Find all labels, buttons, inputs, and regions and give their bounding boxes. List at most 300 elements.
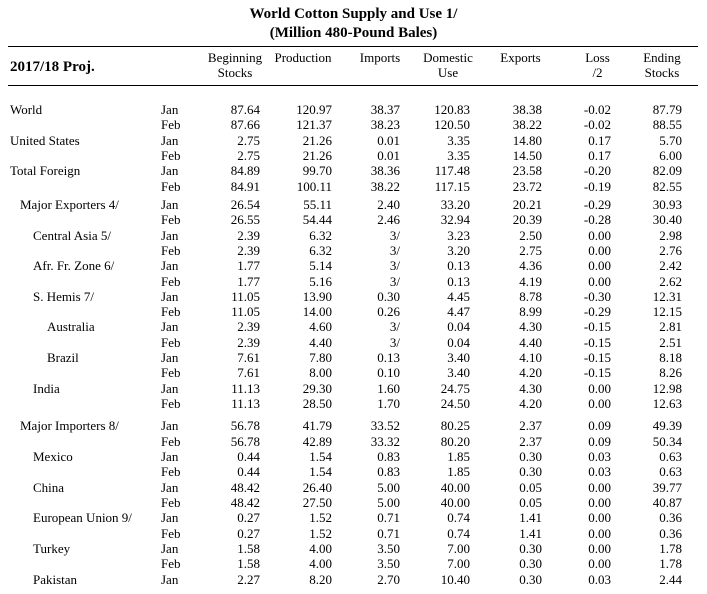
value-cell: 0.00	[588, 556, 611, 572]
month-cell: Jan	[161, 571, 179, 587]
value-cell: 48.42	[230, 495, 260, 510]
value-cell: 99.70	[302, 163, 332, 179]
column-header-domestic-use: Domestic Use	[423, 50, 473, 80]
table-row	[0, 572, 707, 587]
value-cell: 2.39	[237, 319, 260, 335]
month-cell: Jan	[161, 510, 179, 526]
value-cell: 4.19	[519, 273, 542, 289]
value-cell: 0.00	[588, 227, 611, 243]
value-cell: 26.54	[230, 196, 260, 212]
table-row	[0, 179, 707, 194]
value-cell: 0.17	[588, 147, 611, 163]
value-cell: 0.00	[588, 540, 611, 556]
value-cell: 120.97	[296, 102, 332, 117]
value-cell: 88.55	[652, 117, 682, 133]
value-cell: 26.55	[230, 212, 260, 228]
row-label: China	[33, 479, 65, 495]
value-cell: 0.30	[519, 464, 542, 480]
value-cell: -0.02	[583, 117, 611, 133]
value-cell: 1.70	[377, 396, 400, 412]
value-cell: 0.05	[519, 495, 542, 510]
value-cell: 33.52	[370, 418, 400, 434]
table-row	[0, 418, 707, 433]
table-row	[0, 243, 707, 258]
value-cell: 38.38	[512, 102, 542, 117]
value-cell: 1.78	[659, 540, 682, 556]
value-cell: 2.39	[237, 227, 260, 243]
value-cell: 2.44	[659, 571, 682, 587]
row-label: Major Importers 8/	[20, 418, 119, 434]
value-cell: 0.13	[447, 258, 470, 274]
value-cell: -0.02	[583, 102, 611, 117]
column-header-imports: Imports	[359, 50, 401, 65]
month-cell: Feb	[161, 464, 181, 480]
value-cell: 1.85	[447, 464, 470, 480]
table-row	[0, 304, 707, 319]
value-cell: 2.62	[659, 273, 682, 289]
value-cell: 80.20	[440, 433, 470, 449]
month-cell: Jan	[161, 163, 179, 179]
table-row	[0, 510, 707, 525]
value-cell: 82.55	[652, 178, 682, 194]
value-cell: -0.29	[583, 304, 611, 320]
value-cell: 55.11	[303, 196, 332, 212]
value-cell: 4.40	[309, 334, 332, 350]
value-cell: 56.78	[230, 418, 260, 434]
table-row	[0, 148, 707, 163]
value-cell: 84.89	[230, 163, 260, 179]
value-cell: 30.40	[652, 212, 682, 228]
value-cell: 2.75	[237, 132, 260, 148]
month-cell: Feb	[161, 334, 181, 350]
value-cell: 3/	[389, 242, 400, 258]
month-cell: Feb	[161, 495, 181, 510]
month-cell: Feb	[161, 365, 181, 381]
table-row	[0, 556, 707, 571]
value-cell: 20.21	[512, 196, 542, 212]
value-cell: 8.20	[309, 571, 332, 587]
value-cell: 2.76	[659, 242, 682, 258]
value-cell: 4.45	[447, 288, 470, 304]
row-label: Central Asia 5/	[33, 227, 111, 243]
value-cell: 33.20	[440, 196, 470, 212]
value-cell: 0.30	[519, 449, 542, 465]
value-cell: 39.77	[652, 479, 682, 495]
month-cell: Jan	[161, 196, 179, 212]
value-cell: 11.05	[231, 288, 260, 304]
table-row	[0, 102, 707, 117]
month-cell: Feb	[161, 178, 181, 194]
value-cell: 50.34	[652, 433, 682, 449]
value-cell: 8.26	[659, 365, 682, 381]
row-label: S. Hemis 7/	[33, 288, 95, 304]
month-cell: Feb	[161, 242, 181, 258]
row-label: India	[33, 380, 60, 396]
value-cell: 0.71	[377, 525, 400, 541]
value-cell: 0.05	[519, 479, 542, 495]
value-cell: 0.03	[588, 449, 611, 465]
month-cell: Jan	[161, 380, 179, 396]
value-cell: 3.35	[447, 147, 470, 163]
row-label: Turkey	[33, 540, 71, 556]
value-cell: 2.39	[237, 242, 260, 258]
value-cell: 120.50	[434, 117, 470, 133]
value-cell: 0.00	[588, 396, 611, 412]
table-row	[0, 335, 707, 350]
value-cell: 7.61	[237, 365, 260, 381]
value-cell: 0.09	[588, 433, 611, 449]
value-cell: 0.13	[377, 350, 400, 366]
value-cell: 54.44	[302, 212, 332, 228]
value-cell: 1.52	[309, 510, 332, 526]
value-cell: 0.01	[377, 132, 400, 148]
value-cell: 0.00	[588, 510, 611, 526]
value-cell: 23.72	[512, 178, 542, 194]
value-cell: 2.50	[519, 227, 542, 243]
month-cell: Feb	[161, 433, 181, 449]
month-cell: Jan	[161, 449, 179, 465]
value-cell: 11.13	[231, 380, 260, 396]
value-cell: 48.42	[230, 479, 260, 495]
value-cell: 8.00	[309, 365, 332, 381]
header-rule	[8, 85, 698, 86]
value-cell: -0.20	[583, 163, 611, 179]
column-header-beginning-stocks: Beginning Stocks	[207, 50, 263, 80]
value-cell: 0.09	[588, 418, 611, 434]
value-cell: 1.77	[237, 273, 260, 289]
value-cell: 0.30	[519, 571, 542, 587]
value-cell: 82.09	[652, 163, 682, 179]
value-cell: 49.39	[652, 418, 682, 434]
value-cell: 84.91	[230, 178, 260, 194]
value-cell: 29.30	[302, 380, 332, 396]
month-cell: Jan	[161, 319, 179, 335]
month-cell: Jan	[161, 258, 179, 274]
value-cell: 38.23	[370, 117, 400, 133]
value-cell: 0.10	[377, 365, 400, 381]
value-cell: 4.60	[309, 319, 332, 335]
table-row	[0, 117, 707, 132]
table-subtitle: (Million 480-Pound Bales)	[269, 25, 438, 41]
value-cell: 1.54	[309, 464, 332, 480]
value-cell: 20.39	[512, 212, 542, 228]
value-cell: 3.20	[447, 242, 470, 258]
value-cell: 0.00	[588, 273, 611, 289]
value-cell: 1.78	[659, 556, 682, 572]
table-title: World Cotton Supply and Use 1/	[249, 6, 458, 22]
value-cell: 7.00	[447, 540, 470, 556]
table-row	[0, 319, 707, 334]
value-cell: 1.54	[309, 449, 332, 465]
row-label: European Union 9/	[33, 510, 132, 526]
value-cell: 3/	[389, 273, 400, 289]
value-cell: 24.75	[440, 380, 470, 396]
month-cell: Jan	[161, 540, 179, 556]
table-row	[0, 464, 707, 479]
value-cell: 1.58	[237, 540, 260, 556]
value-cell: 0.01	[377, 147, 400, 163]
value-cell: 56.78	[230, 433, 260, 449]
value-cell: 11.05	[231, 304, 260, 320]
value-cell: 7.61	[237, 350, 260, 366]
value-cell: 3/	[389, 258, 400, 274]
value-cell: 3/	[389, 227, 400, 243]
value-cell: 0.74	[447, 525, 470, 541]
value-cell: 5.14	[309, 258, 332, 274]
value-cell: 38.37	[370, 102, 400, 117]
row-label: Afr. Fr. Zone 6/	[33, 258, 115, 274]
row-label: Pakistan	[33, 571, 78, 587]
value-cell: 21.26	[302, 147, 332, 163]
value-cell: 87.66	[230, 117, 260, 133]
value-cell: 0.30	[519, 540, 542, 556]
value-cell: 1.58	[237, 556, 260, 572]
value-cell: 21.26	[302, 132, 332, 148]
table-row	[0, 163, 707, 178]
value-cell: 117.48	[434, 163, 470, 179]
value-cell: 4.20	[519, 365, 542, 381]
table-row	[0, 212, 707, 227]
top-rule	[8, 46, 698, 47]
table-row	[0, 228, 707, 243]
value-cell: 0.00	[588, 242, 611, 258]
value-cell: 2.98	[659, 227, 682, 243]
value-cell: 4.47	[447, 304, 470, 320]
value-cell: -0.15	[583, 334, 611, 350]
value-cell: 0.04	[447, 319, 470, 335]
value-cell: 1.85	[447, 449, 470, 465]
table-row	[0, 495, 707, 510]
value-cell: 0.63	[659, 449, 682, 465]
value-cell: 2.51	[659, 334, 682, 350]
value-cell: 2.42	[659, 258, 682, 274]
value-cell: -0.15	[583, 319, 611, 335]
value-cell: 8.99	[519, 304, 542, 320]
value-cell: 40.00	[440, 479, 470, 495]
value-cell: 0.74	[447, 510, 470, 526]
row-label: United States	[10, 132, 80, 148]
value-cell: 4.00	[309, 556, 332, 572]
value-cell: 0.00	[588, 479, 611, 495]
value-cell: 33.32	[370, 433, 400, 449]
month-cell: Jan	[161, 418, 179, 434]
month-cell: Feb	[161, 117, 181, 133]
value-cell: 0.03	[588, 464, 611, 480]
month-cell: Feb	[161, 304, 181, 320]
value-cell: 0.27	[237, 510, 260, 526]
value-cell: 42.89	[302, 433, 332, 449]
table-row	[0, 197, 707, 212]
table-row	[0, 541, 707, 556]
value-cell: 0.36	[659, 525, 682, 541]
value-cell: 7.00	[447, 556, 470, 572]
month-cell: Jan	[161, 350, 179, 366]
value-cell: 3.40	[447, 350, 470, 366]
value-cell: 2.75	[519, 242, 542, 258]
value-cell: 3.35	[447, 132, 470, 148]
value-cell: 0.83	[377, 449, 400, 465]
row-label: Major Exporters 4/	[20, 196, 119, 212]
value-cell: -0.15	[583, 350, 611, 366]
value-cell: 24.50	[440, 396, 470, 412]
value-cell: 14.80	[512, 132, 542, 148]
month-cell: Jan	[161, 102, 179, 117]
column-header-exports: Exports	[500, 50, 541, 65]
value-cell: 12.31	[652, 288, 682, 304]
table-row	[0, 381, 707, 396]
table-row	[0, 480, 707, 495]
value-cell: 87.64	[230, 102, 260, 117]
value-cell: 1.41	[519, 525, 542, 541]
value-cell: 10.40	[440, 571, 470, 587]
month-cell: Feb	[161, 525, 181, 541]
value-cell: 40.87	[652, 495, 682, 510]
table-row	[0, 449, 707, 464]
value-cell: 2.75	[237, 147, 260, 163]
value-cell: 0.00	[588, 380, 611, 396]
value-cell: 4.30	[519, 380, 542, 396]
value-cell: 4.36	[519, 258, 542, 274]
projection-label: 2017/18 Proj.	[10, 59, 95, 75]
value-cell: 5.16	[309, 273, 332, 289]
table-row	[0, 258, 707, 273]
value-cell: 41.79	[302, 418, 332, 434]
month-cell: Feb	[161, 273, 181, 289]
value-cell: 26.40	[302, 479, 332, 495]
value-cell: 2.37	[519, 418, 542, 434]
month-cell: Jan	[161, 288, 179, 304]
month-cell: Jan	[161, 132, 179, 148]
value-cell: 5.00	[377, 479, 400, 495]
value-cell: 6.32	[309, 227, 332, 243]
value-cell: 0.17	[588, 132, 611, 148]
table-row	[0, 526, 707, 541]
value-cell: 0.30	[519, 556, 542, 572]
value-cell: 32.94	[440, 212, 470, 228]
value-cell: 0.00	[588, 495, 611, 510]
value-cell: 7.80	[309, 350, 332, 366]
value-cell: 3.50	[377, 540, 400, 556]
value-cell: 23.58	[512, 163, 542, 179]
value-cell: 0.00	[588, 525, 611, 541]
value-cell: 0.36	[659, 510, 682, 526]
value-cell: 0.03	[588, 571, 611, 587]
value-cell: 12.63	[652, 396, 682, 412]
value-cell: 38.36	[370, 163, 400, 179]
value-cell: -0.30	[583, 288, 611, 304]
month-cell: Feb	[161, 396, 181, 412]
value-cell: 12.15	[652, 304, 682, 320]
month-cell: Jan	[161, 479, 179, 495]
value-cell: 0.83	[377, 464, 400, 480]
value-cell: 4.30	[519, 319, 542, 335]
value-cell: 4.00	[309, 540, 332, 556]
value-cell: 117.15	[434, 178, 470, 194]
value-cell: 8.78	[519, 288, 542, 304]
value-cell: 6.32	[309, 242, 332, 258]
value-cell: 3/	[389, 319, 400, 335]
value-cell: -0.29	[583, 196, 611, 212]
value-cell: 1.41	[519, 510, 542, 526]
value-cell: 2.81	[659, 319, 682, 335]
value-cell: -0.28	[583, 212, 611, 228]
value-cell: 1.52	[309, 525, 332, 541]
row-label: World	[10, 102, 43, 117]
value-cell: 12.98	[652, 380, 682, 396]
value-cell: 4.40	[519, 334, 542, 350]
value-cell: 0.44	[237, 464, 260, 480]
value-cell: 87.79	[652, 102, 682, 117]
value-cell: 120.83	[434, 102, 470, 117]
value-cell: 0.63	[659, 464, 682, 480]
table-row	[0, 133, 707, 148]
month-cell: Feb	[161, 556, 181, 572]
value-cell: 2.39	[237, 334, 260, 350]
row-label: Australia	[47, 319, 95, 335]
value-cell: -0.19	[583, 178, 611, 194]
value-cell: 14.50	[512, 147, 542, 163]
value-cell: 2.40	[377, 196, 400, 212]
value-cell: 38.22	[512, 117, 542, 133]
month-cell: Feb	[161, 212, 181, 228]
value-cell: 0.00	[588, 258, 611, 274]
value-cell: 6.00	[659, 147, 682, 163]
column-header-ending-stocks: Ending Stocks	[643, 50, 681, 80]
row-label: Brazil	[47, 350, 79, 366]
table-row	[0, 396, 707, 411]
value-cell: 0.26	[377, 304, 400, 320]
value-cell: 8.18	[659, 350, 682, 366]
value-cell: 2.70	[377, 571, 400, 587]
value-cell: 14.00	[302, 304, 332, 320]
value-cell: 40.00	[440, 495, 470, 510]
row-label: Mexico	[33, 449, 73, 465]
column-header-production: Production	[274, 50, 332, 65]
value-cell: 3/	[389, 334, 400, 350]
value-cell: 0.13	[447, 273, 470, 289]
value-cell: 2.37	[519, 433, 542, 449]
value-cell: 5.70	[659, 132, 682, 148]
value-cell: 0.71	[377, 510, 400, 526]
month-cell: Feb	[161, 147, 181, 163]
value-cell: 1.60	[377, 380, 400, 396]
table-row	[0, 274, 707, 289]
value-cell: 3.40	[447, 365, 470, 381]
value-cell: 4.10	[519, 350, 542, 366]
table-row	[0, 289, 707, 304]
value-cell: 1.77	[237, 258, 260, 274]
value-cell: 30.93	[652, 196, 682, 212]
value-cell: 0.27	[237, 525, 260, 541]
table-row	[0, 365, 707, 380]
value-cell: -0.15	[583, 365, 611, 381]
value-cell: 13.90	[302, 288, 332, 304]
value-cell: 3.50	[377, 556, 400, 572]
value-cell: 121.37	[296, 117, 332, 133]
value-cell: 0.30	[377, 288, 400, 304]
value-cell: 80.25	[440, 418, 470, 434]
value-cell: 27.50	[302, 495, 332, 510]
value-cell: 5.00	[377, 495, 400, 510]
value-cell: 11.13	[231, 396, 260, 412]
month-cell: Jan	[161, 227, 179, 243]
value-cell: 3.23	[447, 227, 470, 243]
column-header-loss: Loss /2	[585, 50, 610, 80]
value-cell: 38.22	[370, 178, 400, 194]
row-label: Total Foreign	[10, 163, 81, 179]
table-row	[0, 350, 707, 365]
value-cell: 2.46	[377, 212, 400, 228]
